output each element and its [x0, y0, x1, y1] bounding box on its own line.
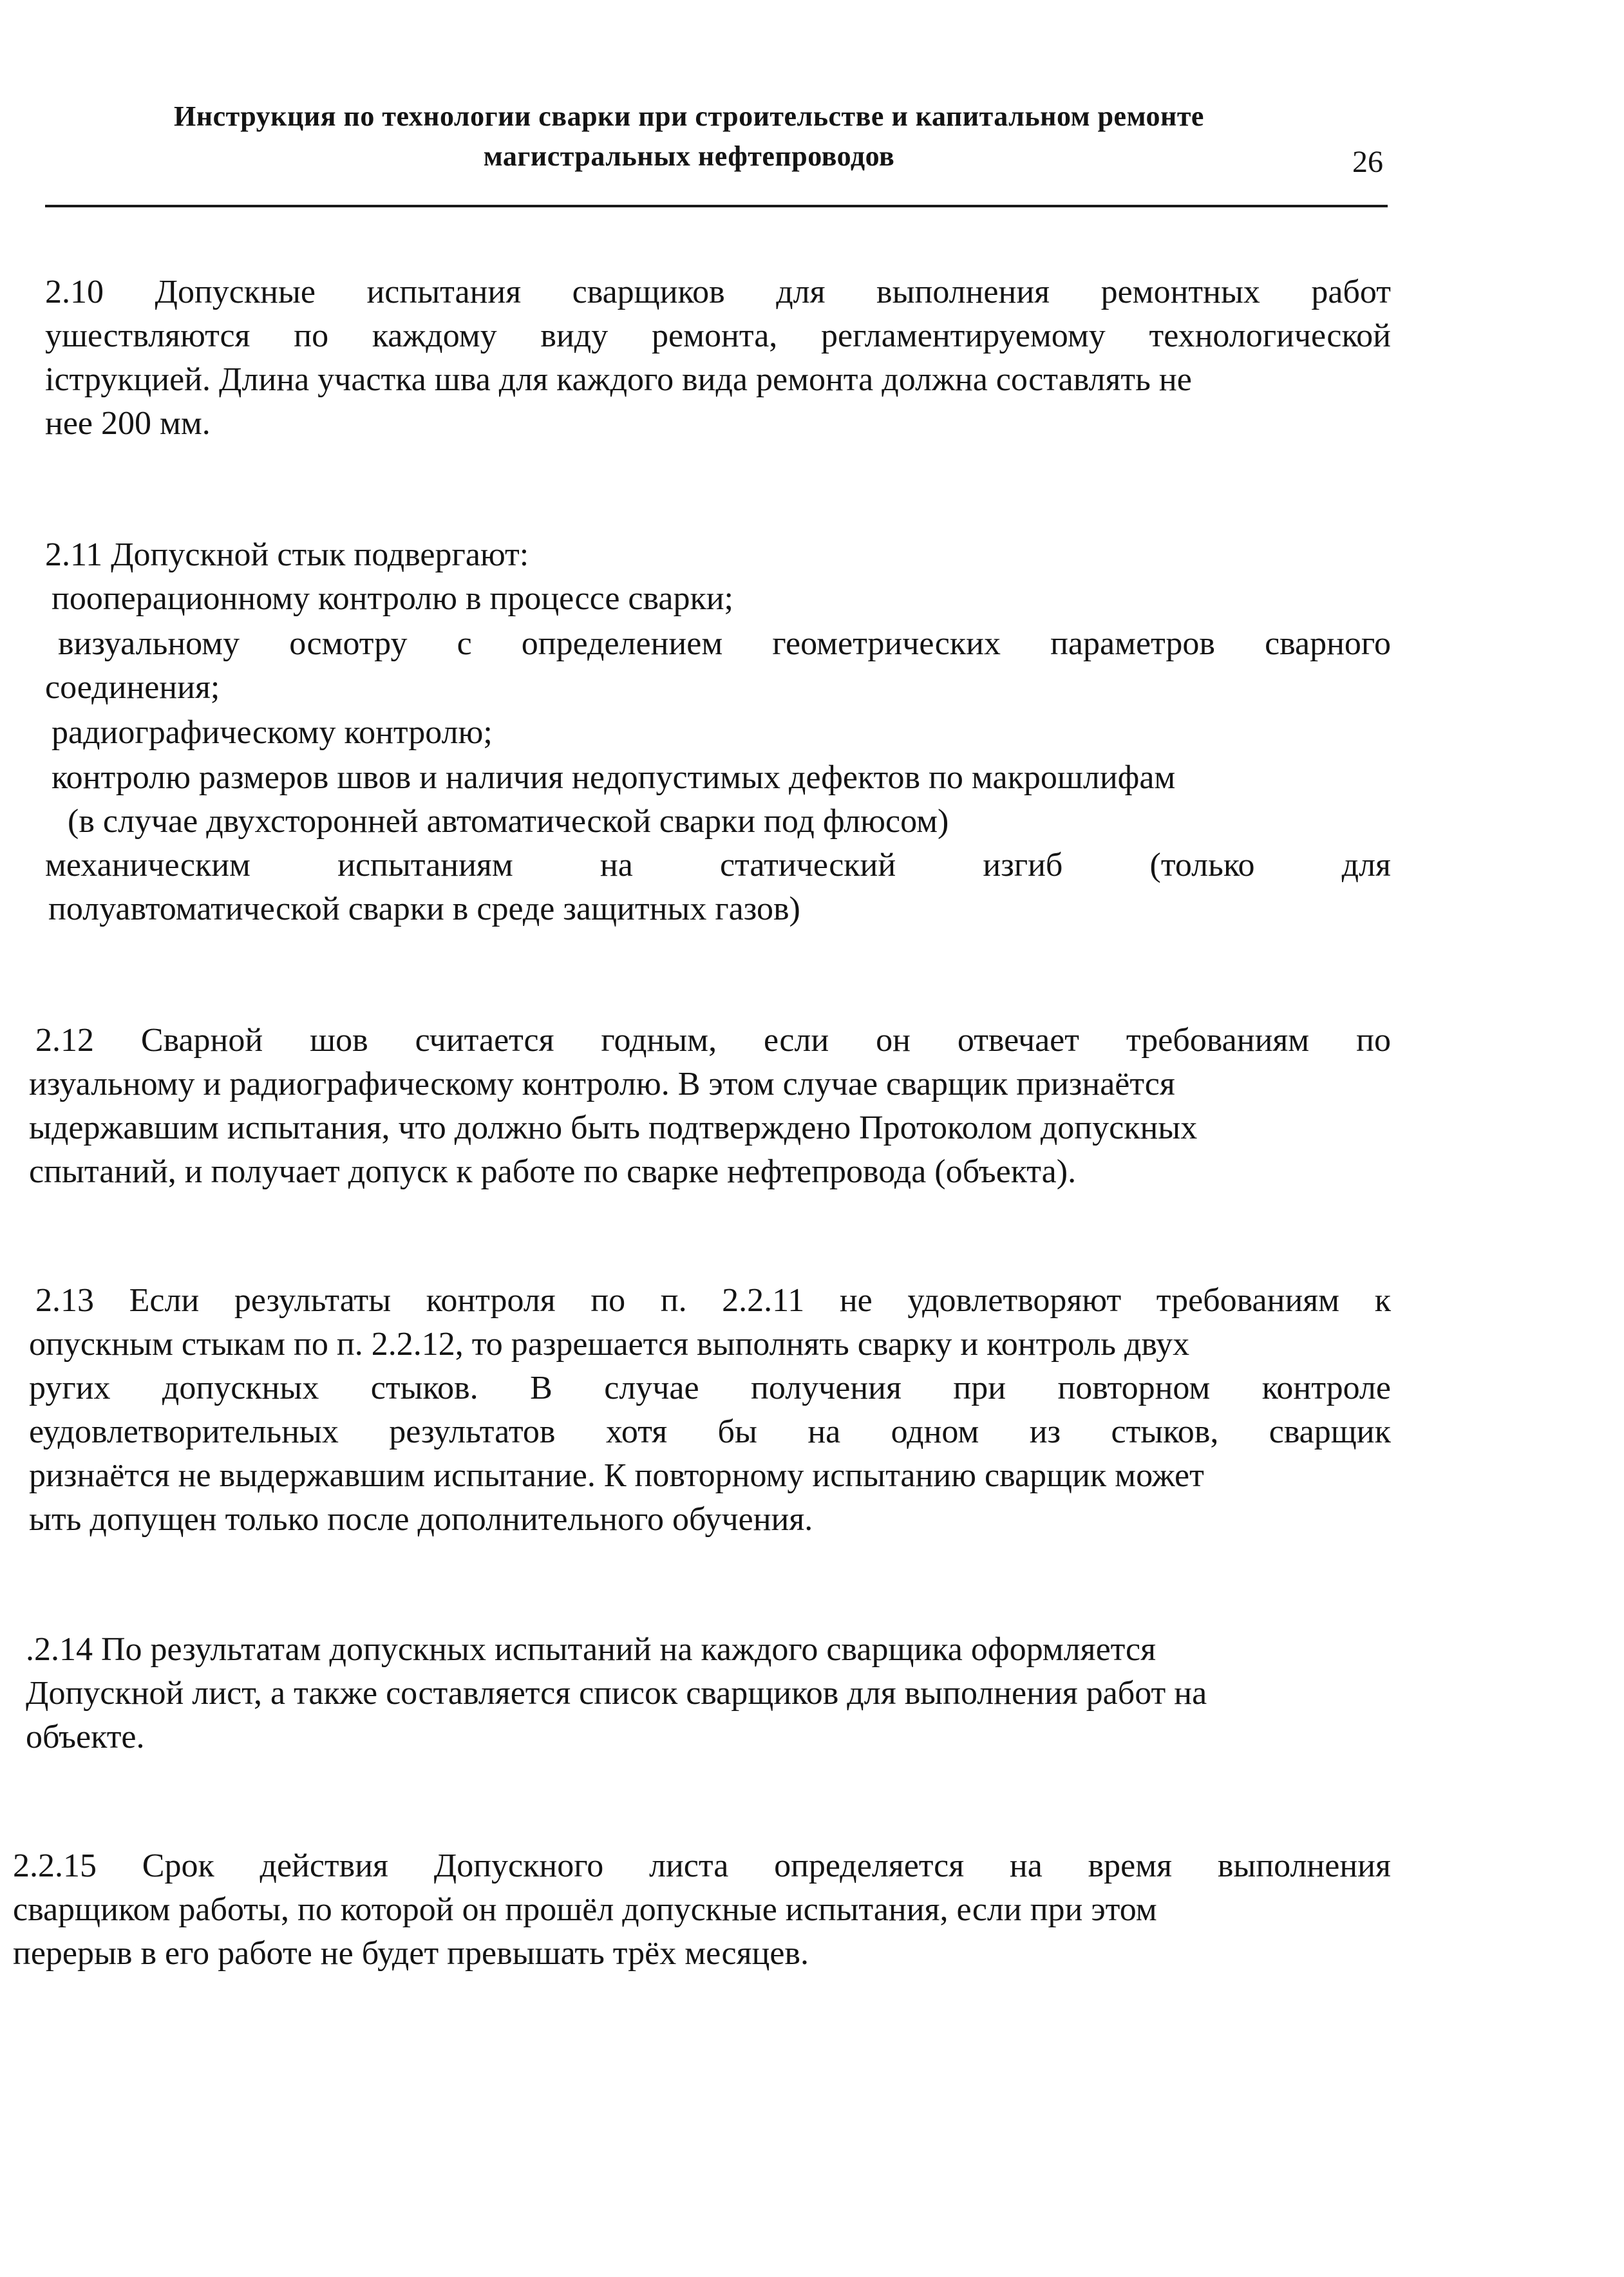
word: считается — [415, 1022, 554, 1059]
word: на — [600, 847, 633, 883]
word: 2.2.15 — [13, 1847, 97, 1884]
word: выполнения — [1217, 1847, 1391, 1884]
page-number: 26 — [1352, 145, 1383, 179]
paragraph-2-13-line-2: опускным стыкам по п. 2.2.12, то разрешается выполнять сварку и контроль двух — [29, 1326, 1190, 1363]
word: сварного — [1265, 625, 1391, 662]
word: контроле — [1261, 1370, 1391, 1406]
paragraph-2-10-line-1 — [45, 272, 1391, 313]
word: регламентируемому — [821, 317, 1106, 354]
header-title-line-1: Инструкция по технологии сварки при строительстве и капитальном ремонте — [174, 100, 1204, 132]
word: к — [1374, 1282, 1391, 1319]
paragraph-2-11-heading: 2.11 Допускной стык подвергают: — [45, 536, 529, 573]
paragraph-2-13-line-4 — [29, 1412, 1391, 1453]
word: он — [876, 1022, 911, 1059]
word: определяется — [774, 1847, 965, 1884]
word: ушествляются — [45, 317, 250, 354]
paragraph-2-12-line-3: ыдержавшим испытания, что должно быть подтверждено Протоколом допускных — [29, 1110, 1198, 1146]
word: визуальному — [58, 625, 240, 662]
word: 2.12 — [35, 1022, 94, 1059]
word: п. — [660, 1282, 687, 1319]
paragraph-2-15-line-1 — [13, 1846, 1391, 1887]
word: по — [590, 1282, 626, 1319]
word: выполнения — [876, 274, 1050, 310]
paragraph-2-15-line-3: перерыв в его работе не будет превышать трёх месяцев. — [13, 1935, 809, 1972]
word: параметров — [1050, 625, 1215, 662]
word: геометрических — [772, 625, 1001, 662]
word: (только — [1149, 847, 1255, 883]
word: стыков, — [1111, 1413, 1219, 1450]
word: виду — [540, 317, 609, 354]
word: повторном — [1057, 1370, 1211, 1406]
word: одном — [891, 1413, 979, 1450]
word: ругих — [29, 1370, 111, 1406]
word: требованиям — [1126, 1022, 1310, 1059]
word: сварщиков — [572, 274, 725, 310]
paragraph-2-11-item-1: пооперационному контролю в процессе сварки; — [52, 580, 733, 617]
word: результаты — [234, 1282, 392, 1319]
paragraph-2-12-line-2: изуальному и радиографическому контролю. В этом случае сварщик признаётся — [29, 1066, 1175, 1102]
paragraph-2-11-item-5 — [45, 845, 1391, 886]
paragraph-2-13-line-1 — [35, 1280, 1391, 1321]
word: по — [1356, 1022, 1391, 1059]
word: механическим — [45, 847, 250, 883]
word: Сварной — [140, 1022, 263, 1059]
paragraph-2-11-item-2-continuation: соединения; — [45, 669, 220, 706]
word: Если — [129, 1282, 200, 1319]
word: каждому — [372, 317, 497, 354]
word: 2.10 — [45, 274, 104, 310]
word: еудовлетворительных — [29, 1413, 339, 1450]
word: 2.13 — [35, 1282, 94, 1319]
word: удовлетворяют — [907, 1282, 1122, 1319]
word: шов — [310, 1022, 368, 1059]
word: время — [1088, 1847, 1173, 1884]
word: работ — [1311, 274, 1391, 310]
word: сварщик — [1269, 1413, 1391, 1450]
word: на — [1009, 1847, 1043, 1884]
word: допускных — [162, 1370, 319, 1406]
word: контроля — [426, 1282, 556, 1319]
paragraph-2-15-line-2: сварщиком работы, по которой он прошёл допускные испытания, если при этом — [13, 1891, 1157, 1928]
word: требованиям — [1156, 1282, 1340, 1319]
word: получения — [751, 1370, 902, 1406]
word: листа — [649, 1847, 729, 1884]
word: ремонтных — [1100, 274, 1260, 310]
word: определением — [521, 625, 723, 662]
word: на — [807, 1413, 841, 1450]
word: результатов — [389, 1413, 556, 1450]
paragraph-2-11-item-4: контролю размеров швов и наличия недопустимых дефектов по макрошлифам — [52, 759, 1176, 796]
paragraph-2-14-line-3: объекте. — [26, 1719, 145, 1755]
paragraph-2-10-line-2 — [45, 316, 1391, 357]
word: технологической — [1149, 317, 1391, 354]
paragraph-2-11-item-2 — [58, 623, 1391, 665]
paragraph-2-11-item-5-continuation: полуавтоматической сварки в среде защитных газов) — [48, 891, 800, 927]
word: по — [294, 317, 329, 354]
word: для — [1341, 847, 1391, 883]
paragraph-2-10-line-4: нее 200 мм. — [45, 405, 211, 442]
word: В — [530, 1370, 552, 1406]
header-title-line-2: магистральных нефтепроводов — [483, 140, 895, 172]
paragraph-2-13-line-5: ризнаётся не выдержавшим испытание. К повторному испытанию сварщик может — [29, 1457, 1204, 1494]
word: Допускного — [433, 1847, 604, 1884]
word: с — [457, 625, 472, 662]
paragraph-2-11-item-4-continuation: (в случае двухсторонней автоматической сварки под флюсом) — [68, 803, 949, 840]
word: осмотру — [289, 625, 408, 662]
word: Срок — [142, 1847, 214, 1884]
word: 2.2.11 — [722, 1282, 805, 1319]
word: изгиб — [983, 847, 1063, 883]
word: статический — [719, 847, 896, 883]
word: испытания — [366, 274, 522, 310]
word: Допускные — [155, 274, 316, 310]
word: годным, — [601, 1022, 717, 1059]
header-divider — [45, 205, 1388, 207]
paragraph-2-13-line-3 — [29, 1368, 1391, 1409]
word: из — [1029, 1413, 1061, 1450]
word: действия — [260, 1847, 388, 1884]
word: при — [953, 1370, 1006, 1406]
word: хотя — [605, 1413, 668, 1450]
page-header-title — [45, 97, 1333, 176]
word: ремонта, — [652, 317, 778, 354]
word: случае — [604, 1370, 699, 1406]
word: испытаниям — [337, 847, 513, 883]
paragraph-2-14-line-1: .2.14 По результатам допускных испытаний на каждого сварщика оформляется — [26, 1631, 1156, 1668]
paragraph-2-14-line-2: Допускной лист, а также составляется список сварщиков для выполнения работ на — [26, 1675, 1207, 1712]
word: отвечает — [957, 1022, 1079, 1059]
word: не — [839, 1282, 873, 1319]
paragraph-2-10-line-3: іструкцией. Длина участка шва для каждого вида ремонта должна составлять не — [45, 361, 1192, 398]
word: для — [776, 274, 826, 310]
paragraph-2-11-item-3: радиографическому контролю; — [52, 714, 493, 751]
paragraph-2-13-line-6: ыть допущен только после дополнительного обучения. — [29, 1501, 813, 1538]
word: бы — [717, 1413, 757, 1450]
word: стыков. — [370, 1370, 478, 1406]
word: если — [764, 1022, 829, 1059]
paragraph-2-12-line-1 — [35, 1020, 1391, 1061]
paragraph-2-12-line-4: спытаний, и получает допуск к работе по сварке нефтепровода (объекта). — [29, 1153, 1077, 1190]
